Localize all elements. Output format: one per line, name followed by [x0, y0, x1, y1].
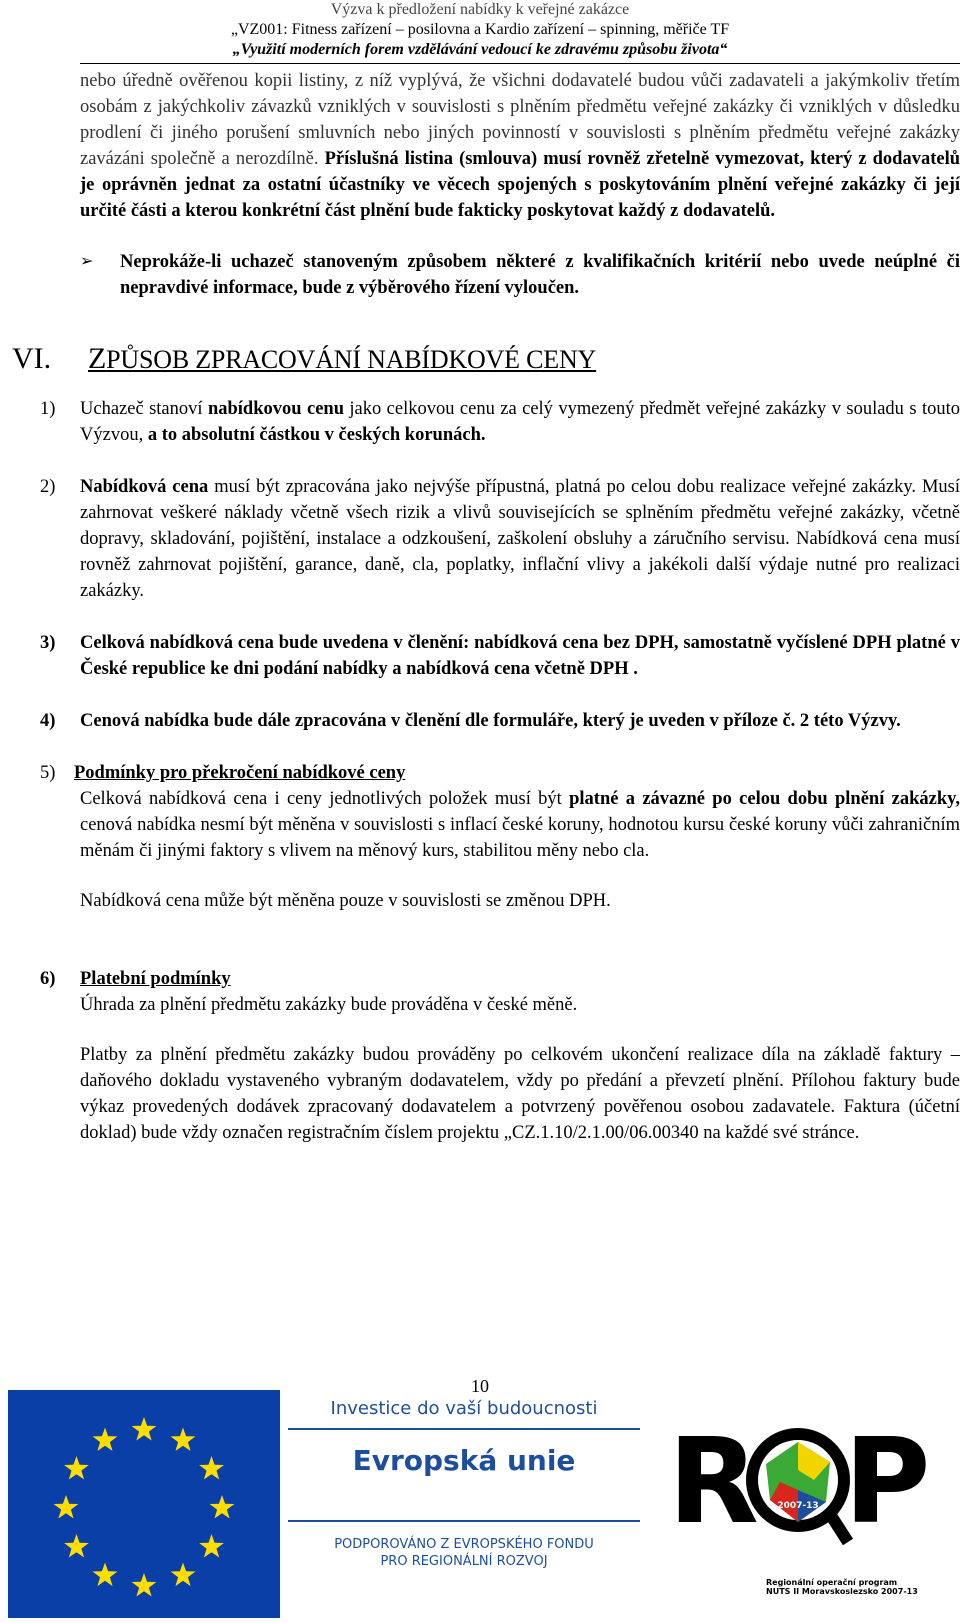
item-6 [40, 966, 960, 1146]
eu-star [199, 1534, 224, 1558]
eu-star [210, 1495, 235, 1519]
item-text: Cenová nabídka bude dále zpracována v členění dle formuláře, který je uveden v příloze č. 2 této Výzvy. [80, 711, 901, 731]
banner-rule [288, 1520, 640, 1522]
eu-star [93, 1563, 118, 1587]
item-4 [40, 708, 960, 734]
section-heading [12, 341, 960, 378]
intro-bold-text: Příslušná listina (smlouva) musí rovněž zřetelně vymezovat, který z dodavatelů je oprávněn jednat za ostatní účastníky ve věcech spojených s poskytováním plnění veřejné zakázky či její určité části a kterou konkrétní část plnění bude fakticky poskytovat každý z dodavatelů. [80, 149, 960, 221]
eu-stars-icon [8, 1390, 280, 1618]
bullet-text: Neprokáže-li uchazeč stanoveným způsobem některé z kvalifikačních kritérií nebo uvede neúplné či nepravdivé informace, bude z výběrového řízení vyloučen. [120, 252, 960, 298]
item-number: 2) [40, 477, 56, 497]
eu-star [171, 1428, 196, 1452]
rop-logo [648, 1382, 948, 1618]
eu-star [171, 1563, 196, 1587]
item-heading: Platební podmínky [80, 969, 231, 989]
item-paragraph: Nabídková cena může být měněna pouze v souvislosti se změnou DPH. [80, 891, 611, 911]
header-line-1: Výzva k předložení nabídky k veřejné zakázce [330, 1, 630, 18]
eu-star [132, 1417, 157, 1441]
banner-slogan: Investice do vaší budoucnosti [330, 1398, 598, 1419]
eu-star [93, 1428, 118, 1452]
item-1 [40, 396, 960, 448]
item-paragraph: Celková nabídková cena i ceny jednotlivých položek musí být platné a závazné po celou dobu plnění zakázky, cenová nabídka nesmí být měněna v souvislosti s inflací české koruny, hodnotou kursu české koruny vůči zahraničním měnám či jinými faktory s vlivem na měnový kurs, stabilitou měny nebo cla. [80, 789, 960, 861]
item-paragraph: Úhrada za plnění předmětu zakázky bude prováděna v české měně. [80, 995, 578, 1015]
header-line-3: „Využití moderních forem vzdělávání vedoucí ke zdravému způsobu života“ [232, 41, 728, 58]
item-number: 6) [40, 969, 56, 989]
item-number: 3) [40, 633, 56, 653]
eu-star [199, 1456, 224, 1480]
banner-fund [288, 1536, 640, 1570]
bullet-item [80, 249, 960, 301]
eu-star [132, 1573, 157, 1597]
eu-star [54, 1495, 79, 1519]
item-text: Uchazeč stanoví nabídkovou cenu jako celkovou cenu za celý vymezený předmět veřejné zakázky v souladu s touto Výzvou, a to absolutní částkou v českých korunách. [80, 399, 960, 445]
item-number: 4) [40, 711, 56, 731]
banner-rule [288, 1428, 640, 1430]
item-paragraph: Platby za plnění předmětu zakázky budou prováděny po celkovém ukončení realizace díla na základě faktury – daňového dokladu vystaveného vybraným dodavatelem, vždy po předání a převzetí plnění. Přílohou faktury bude výkaz provedených dodávek zpracovaný dodavatelem a potvrzený pověřenou osobou zadavatele. Faktura (účetní doklad) bude vždy označen registračním číslem projektu „CZ.1.10/2.1.00/06.00340 na každé své stránce. [80, 1045, 960, 1143]
rop-caption-line-1: Regionální operační program [766, 1578, 898, 1587]
eu-flag-logo [8, 1390, 280, 1618]
rop-letter-r: R [668, 1412, 759, 1550]
document-body [12, 68, 960, 1146]
section-title-initial: Z [88, 342, 107, 375]
intro-normal-text: nebo úředně ověřenou kopii listiny, z níž vyplývá, že všichni dodavatelé budou vůči zadavateli a jakýmkoliv třetím osobám z jakýchkoliv závazků vzniklých v souvislosti s plněním předmětu veřejné zakázky či vzniklých v důsledku prodlení či jiného porušení smluvních nebo jiných povinností v souvislosti s plněním předmětu veřejné zakázky zavázáni společně a nerozdílně. [80, 71, 960, 169]
header-rule [80, 63, 960, 64]
eu-banner [288, 1380, 640, 1618]
section-title [88, 341, 596, 378]
section-title-rest: PŮSOB ZPRACOVÁNÍ NABÍDKOVÉ CENY [106, 345, 597, 374]
eu-star [64, 1534, 89, 1558]
item-5 [40, 760, 960, 914]
page-header [0, 0, 960, 59]
banner-fund-line-2: PRO REGIONÁLNÍ ROZVOJ [380, 1554, 548, 1569]
item-number: 5) [40, 763, 56, 783]
item-content [80, 966, 960, 1146]
item-text: Nabídková cena musí být zpracována jako nejvýše přípustná, platná po celou dobu realizace veřejné zakázky. Musí zahrnovat veškeré náklady včetně všech rizik a vlivů souvisejících se splněním předmětu veřejné zakázky, včetně dopravy, skladování, pojištění, instalace a odzkoušení, zaškolení obsluhy a záručního servisu. Nabídková cena musí rovněž zahrnovat pojištění, garance, daně, cla, poplatky, inflační vlivy a jakékoli další výdaje nutné pro realizaci zakázky. [80, 477, 960, 601]
rop-letter-p: P [844, 1412, 931, 1550]
page-number: 10 [471, 1376, 489, 1396]
item-2 [40, 474, 960, 604]
header-line-2: „VZ001: Fitness zařízení – posilovna a Kardio zařízení – spinning, měřiče TF [230, 21, 730, 38]
item-number: 1) [40, 399, 56, 419]
item-text: Celková nabídková cena bude uvedena v členění: nabídková cena bez DPH, samostatně vyčíslené DPH platné v České republice ke dni podání nabídky a nabídková cena včetně DPH . [80, 633, 960, 679]
item-3 [40, 630, 960, 682]
banner-fund-line-1: PODPOROVÁNO Z EVROPSKÉHO FONDU [334, 1537, 594, 1552]
section-number: VI. [12, 342, 52, 375]
eu-star [64, 1456, 89, 1480]
rop-caption [766, 1578, 918, 1596]
arrow-bullet-icon: ➢ [80, 253, 94, 270]
banner-eu-title: Evropská unie [352, 1444, 576, 1477]
rop-emblem-icon [648, 1382, 948, 1582]
item-content [74, 760, 960, 914]
rop-years-label: 2007-13 [777, 1501, 819, 1511]
rop-caption-line-2: NUTS II Moravskoslezsko 2007-13 [766, 1587, 918, 1596]
intro-paragraph [80, 68, 960, 224]
item-heading: Podmínky pro překročení nabídkové ceny [74, 763, 406, 783]
